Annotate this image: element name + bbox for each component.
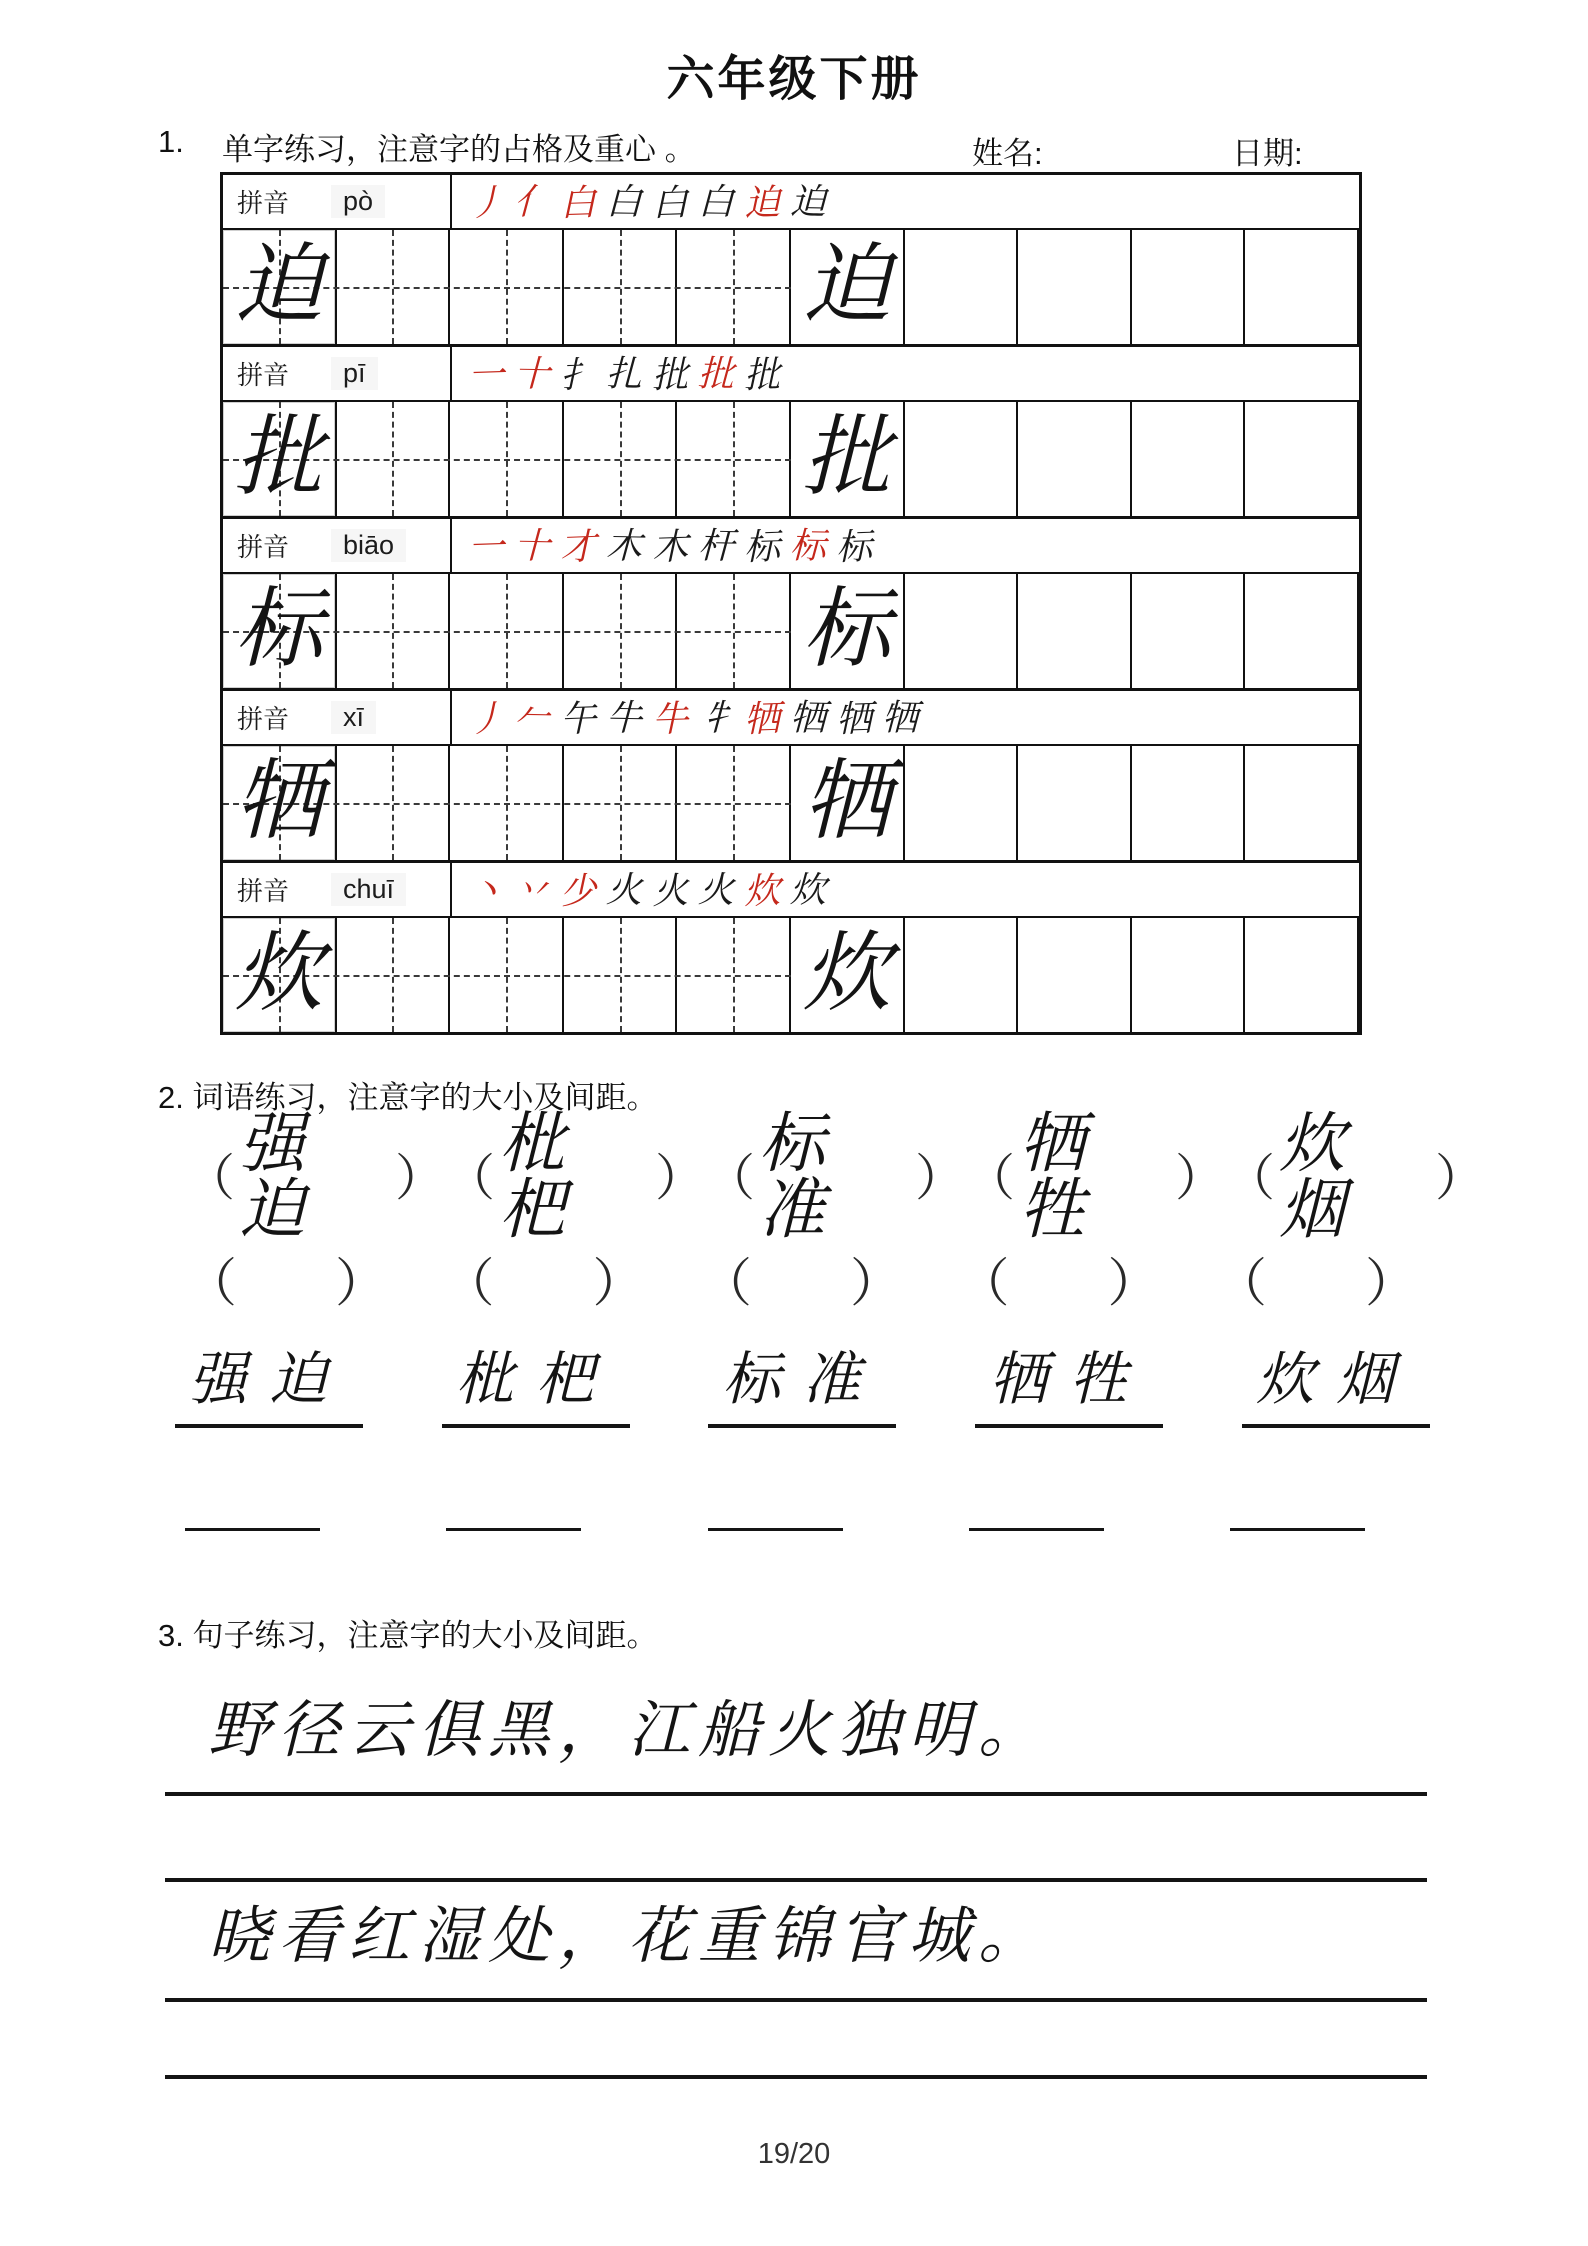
practice-cell	[1245, 918, 1359, 1032]
words-in-parens-row	[185, 1108, 1485, 1247]
close-paren: ）	[1435, 1150, 1485, 1206]
word-text: 标准	[759, 1108, 837, 1247]
blank-underline	[708, 1528, 843, 1531]
section1-header	[0, 124, 1588, 171]
close-paren: ）	[1107, 1255, 1160, 1313]
stroke-glyph: 扌	[559, 353, 597, 396]
practice-cell	[1018, 574, 1132, 688]
practice-grid-row	[223, 918, 1359, 1032]
model-character-cell	[223, 918, 337, 1032]
open-paren: （	[957, 1255, 1010, 1313]
pinyin-value: pī	[331, 357, 378, 390]
open-paren: （	[965, 1150, 1015, 1206]
close-paren: ）	[395, 1150, 445, 1206]
practice-cell	[905, 746, 1019, 860]
practice-cell	[677, 230, 791, 344]
open-paren: （	[1225, 1150, 1275, 1206]
empty-parens	[700, 1252, 902, 1316]
model-character-cell	[791, 918, 905, 1032]
stroke-glyph: 牺	[881, 697, 919, 738]
empty-parens	[443, 1252, 645, 1316]
stroke-glyph: 一	[467, 525, 505, 568]
model-character: 迫	[234, 238, 323, 335]
stroke-glyph: 午	[559, 697, 597, 740]
stroke-glyph: 火	[651, 869, 689, 912]
stroke-glyph: 批	[697, 353, 735, 394]
pinyin-label: 拼音	[237, 704, 290, 734]
close-paren: ）	[1175, 1150, 1225, 1206]
practice-cell	[1245, 746, 1359, 860]
stroke-glyph: 批	[651, 353, 689, 396]
practice-cell	[905, 230, 1019, 344]
open-paren: （	[1215, 1255, 1268, 1313]
model-character-cell	[223, 230, 337, 344]
empty-parens	[1215, 1252, 1417, 1316]
stroke-glyph: 丿	[467, 181, 505, 224]
stroke-glyph: 炊	[789, 869, 827, 910]
stroke-glyph: 标	[789, 525, 827, 566]
practice-cell	[905, 402, 1019, 516]
stroke-glyph: 白	[559, 181, 597, 224]
word-text: 牺牲	[1019, 1108, 1097, 1247]
section1-heading: 单字练习，注意字的占格及重心 。	[222, 132, 696, 167]
date-label: 日期:	[1232, 136, 1303, 171]
model-character-cell	[791, 574, 905, 688]
pinyin-value: pò	[331, 185, 385, 218]
practice-cell	[1132, 402, 1246, 516]
stroke-glyph: 𠂉	[513, 697, 551, 738]
practice-grid-row	[223, 746, 1359, 860]
practice-cell	[564, 574, 678, 688]
stroke-glyph: 扎	[605, 353, 643, 394]
pinyin-row	[223, 347, 1359, 402]
character-group	[223, 691, 1359, 863]
stroke-order-sequence	[452, 175, 1359, 228]
open-paren: （	[442, 1255, 495, 1313]
practice-cell	[1245, 230, 1359, 344]
practice-cell	[677, 918, 791, 1032]
practice-cell	[450, 746, 564, 860]
practice-grid-row	[223, 402, 1359, 516]
practice-cell	[450, 918, 564, 1032]
page-title: 六年级下册	[666, 53, 922, 106]
section3-heading: 3. 句子练习，注意字的大小及间距。	[158, 1618, 658, 1653]
practice-grid-row	[223, 574, 1359, 688]
practice-cell	[337, 918, 451, 1032]
character-group	[223, 863, 1359, 1032]
model-character-cell	[791, 402, 905, 516]
model-character: 批	[234, 410, 323, 507]
pinyin-cell	[223, 175, 452, 228]
stroke-glyph: 牛	[651, 697, 689, 740]
section2-heading: 2. 词语练习，注意字的大小及间距。	[158, 1080, 658, 1115]
stroke-glyph: 标	[743, 525, 781, 568]
pinyin-cell	[223, 519, 452, 572]
close-paren: ）	[1364, 1255, 1417, 1313]
stroke-glyph: 白	[605, 181, 643, 222]
blank-line-1	[165, 1878, 1427, 1882]
stroke-glyph: 标	[835, 525, 873, 568]
word-in-parens	[705, 1108, 965, 1247]
open-paren: （	[705, 1150, 755, 1206]
practice-cell	[450, 574, 564, 688]
practice-cell	[337, 574, 451, 688]
practice-cell	[1018, 918, 1132, 1032]
stroke-glyph: 火	[605, 869, 643, 910]
model-character: 标	[802, 582, 891, 679]
model-character: 炊	[802, 926, 891, 1023]
practice-grid-row	[223, 230, 1359, 344]
practice-cell	[450, 402, 564, 516]
stroke-glyph: 白	[697, 181, 735, 222]
practice-cell	[337, 230, 451, 344]
blank-underlines-row	[185, 1528, 1365, 1531]
stroke-glyph: 迫	[743, 181, 781, 224]
empty-parens	[185, 1252, 387, 1316]
underlined-word	[975, 1348, 1163, 1428]
sentence-line-1	[165, 1792, 1427, 1796]
pinyin-label: 拼音	[237, 532, 290, 562]
sentence-text-1: 野径云俱黑，江船火独明。	[208, 1697, 1049, 1765]
character-group	[223, 175, 1359, 347]
blank-underline	[1230, 1528, 1365, 1531]
underlined-words-row	[175, 1348, 1430, 1428]
word-in-parens	[445, 1108, 705, 1247]
practice-cell	[1245, 402, 1359, 516]
close-paren: ）	[334, 1255, 387, 1313]
sentence-text-2: 晓看红湿处，花重锦官城。	[208, 1903, 1049, 1971]
stroke-glyph: 炊	[743, 869, 781, 912]
character-practice-table	[220, 172, 1362, 1035]
underlined-word	[175, 1348, 363, 1428]
stroke-glyph: 丶	[467, 869, 505, 912]
pinyin-row	[223, 519, 1359, 574]
pinyin-label: 拼音	[237, 876, 290, 906]
stroke-glyph: 木	[651, 525, 689, 568]
word-text: 枇杷	[455, 1347, 616, 1412]
practice-cell	[905, 574, 1019, 688]
stroke-glyph: 木	[605, 525, 643, 566]
word-text: 标准	[722, 1347, 883, 1412]
practice-cell	[564, 918, 678, 1032]
stroke-glyph: 牺	[835, 697, 873, 740]
pinyin-cell	[223, 347, 452, 400]
model-character-cell	[223, 746, 337, 860]
close-paren: ）	[655, 1150, 705, 1206]
empty-parens	[958, 1252, 1160, 1316]
pinyin-row	[223, 863, 1359, 918]
practice-cell	[1132, 230, 1246, 344]
character-group	[223, 347, 1359, 519]
pinyin-cell	[223, 691, 452, 744]
model-character: 牺	[234, 754, 323, 851]
stroke-glyph: 牜	[697, 697, 735, 738]
model-character: 牺	[802, 754, 891, 851]
word-in-parens	[1225, 1108, 1485, 1247]
open-paren: （	[185, 1255, 238, 1313]
word-text: 炊烟	[1279, 1108, 1357, 1247]
practice-cell	[1132, 918, 1246, 1032]
model-character-cell	[223, 574, 337, 688]
practice-cell	[564, 746, 678, 860]
open-paren: （	[185, 1150, 235, 1206]
practice-cell	[677, 402, 791, 516]
model-character: 标	[234, 582, 323, 679]
word-text: 强迫	[239, 1108, 317, 1247]
stroke-glyph: 才	[559, 525, 597, 568]
stroke-glyph: 牺	[743, 697, 781, 740]
underlined-word	[442, 1348, 630, 1428]
close-paren: ）	[592, 1255, 645, 1313]
stroke-glyph: 丷	[513, 869, 551, 910]
stroke-glyph: 迫	[789, 181, 827, 222]
stroke-glyph: 牛	[605, 697, 643, 738]
stroke-glyph: 十	[513, 525, 551, 566]
stroke-glyph: 一	[467, 353, 505, 396]
word-in-parens	[185, 1108, 445, 1247]
underlined-word	[708, 1348, 896, 1428]
blank-underline	[969, 1528, 1104, 1531]
section1-number: 1.	[158, 124, 184, 159]
model-character-cell	[223, 402, 337, 516]
word-in-parens	[965, 1108, 1225, 1247]
stroke-order-sequence	[452, 691, 1359, 744]
sentence-line-2	[165, 1998, 1427, 2002]
practice-cell	[677, 574, 791, 688]
practice-cell	[564, 230, 678, 344]
stroke-glyph: 杆	[697, 525, 735, 566]
pinyin-value: biāo	[331, 529, 406, 562]
practice-cell	[337, 402, 451, 516]
stroke-glyph: 丿	[467, 697, 505, 740]
blank-line-2	[165, 2075, 1427, 2079]
practice-cell	[1132, 746, 1246, 860]
model-character: 炊	[234, 926, 323, 1023]
pinyin-value: chuī	[331, 873, 406, 906]
practice-cell	[1018, 746, 1132, 860]
pinyin-row	[223, 691, 1359, 746]
stroke-glyph: 少	[559, 869, 597, 912]
word-text: 枇杷	[499, 1108, 577, 1247]
practice-cell	[1018, 230, 1132, 344]
pinyin-value: xī	[331, 701, 376, 734]
character-group	[223, 519, 1359, 691]
pinyin-cell	[223, 863, 452, 916]
model-character: 迫	[802, 238, 891, 335]
stroke-order-sequence	[452, 347, 1359, 400]
empty-parens-row	[185, 1252, 1417, 1316]
stroke-glyph: 火	[697, 869, 735, 910]
stroke-glyph: 亻	[513, 181, 551, 222]
practice-cell	[1132, 574, 1246, 688]
stroke-glyph: 牺	[789, 697, 827, 738]
practice-cell	[677, 746, 791, 860]
model-character: 批	[802, 410, 891, 507]
practice-cell	[905, 918, 1019, 1032]
word-text: 牺牲	[989, 1347, 1150, 1412]
underlined-word	[1242, 1348, 1430, 1428]
stroke-glyph: 批	[743, 353, 781, 396]
blank-underline	[185, 1528, 320, 1531]
stroke-glyph: 十	[513, 353, 551, 394]
open-paren: （	[445, 1150, 495, 1206]
close-paren: ）	[915, 1150, 965, 1206]
name-label: 姓名:	[972, 136, 1043, 171]
word-text: 炊烟	[1255, 1347, 1416, 1412]
page-number: 19/20	[757, 2138, 831, 2170]
pinyin-label: 拼音	[237, 360, 290, 390]
practice-cell	[1245, 574, 1359, 688]
word-text: 强迫	[189, 1347, 350, 1412]
close-paren: ）	[849, 1255, 902, 1313]
pinyin-row	[223, 175, 1359, 230]
stroke-order-sequence	[452, 863, 1359, 916]
practice-cell	[564, 402, 678, 516]
practice-cell	[337, 746, 451, 860]
practice-cell	[450, 230, 564, 344]
stroke-glyph: 白	[651, 181, 689, 224]
blank-underline	[446, 1528, 581, 1531]
model-character-cell	[791, 746, 905, 860]
pinyin-label: 拼音	[237, 188, 290, 218]
practice-cell	[1018, 402, 1132, 516]
open-paren: （	[700, 1255, 753, 1313]
stroke-order-sequence	[452, 519, 1359, 572]
model-character-cell	[791, 230, 905, 344]
